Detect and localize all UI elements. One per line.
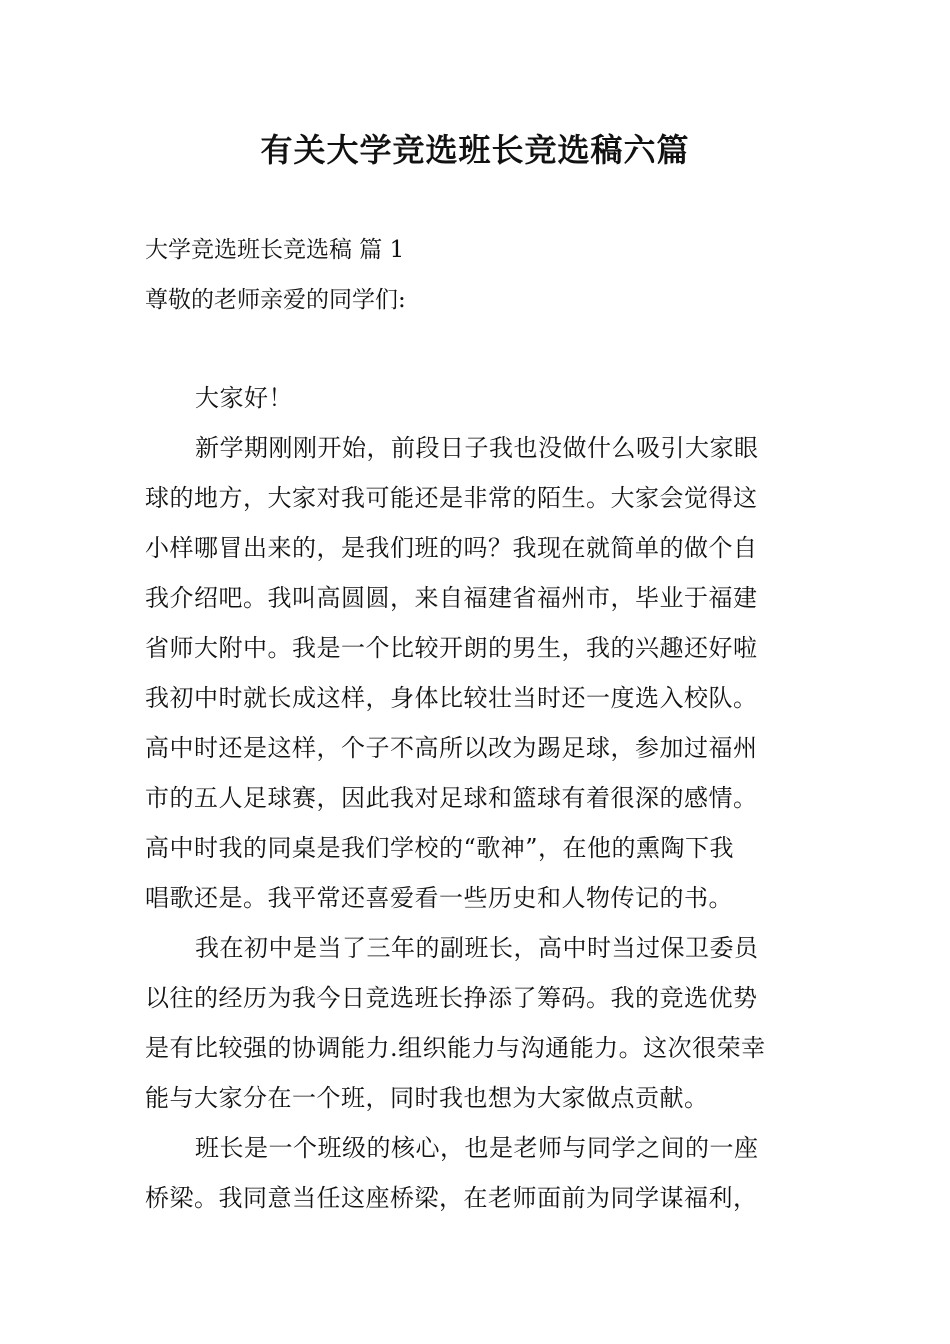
- paragraph-line: 高中时我的同桌是我们学校的“歌神”，在他的熏陶下我: [145, 834, 735, 862]
- paragraph-line: 市的五人足球赛，因此我对足球和篮球有着很深的感情。: [145, 784, 758, 812]
- paragraph-line: 唱歌还是。我平常还喜爱看一些历史和人物传记的书。: [145, 884, 733, 912]
- paragraph-line: 班长是一个班级的核心，也是老师与同学之间的一座: [195, 1134, 759, 1162]
- paragraph-line: 新学期刚刚开始，前段日子我也没做什么吸引大家眼: [195, 434, 759, 462]
- paragraph-line: 是有比较强的协调能力.组织能力与沟通能力。这次很荣幸: [145, 1034, 766, 1062]
- paragraph-line: 我在初中是当了三年的副班长，高中时当过保卫委员: [195, 934, 759, 962]
- document-title: 有关大学竞选班长竞选稿六篇: [260, 131, 690, 169]
- paragraph-line: 省师大附中。我是一个比较开朗的男生，我的兴趣还好啦: [145, 634, 758, 662]
- paragraph-line: 我初中时就长成这样，身体比较壮当时还一度选入校队。: [145, 684, 758, 712]
- paragraph-line: 高中时还是这样，个子不高所以改为踢足球，参加过福州: [145, 734, 758, 762]
- section-heading: 大学竞选班长竞选稿 篇 1: [145, 237, 405, 263]
- greeting-line: 大家好！: [195, 384, 293, 412]
- speech-body: [145, 373, 815, 1223]
- paragraph-line: 我介绍吧。我叫高圆圆，来自福建省福州市，毕业于福建: [145, 584, 758, 612]
- paragraph-line: 球的地方，大家对我可能还是非常的陌生。大家会觉得这: [145, 484, 758, 512]
- paragraph-line: 小样哪冒出来的，是我们班的吗？我现在就简单的做个自: [145, 534, 758, 562]
- paragraph-line: 能与大家分在一个班，同时我也想为大家做点贡献。: [145, 1084, 709, 1112]
- paragraph-line: 桥梁。我同意当任这座桥梁，在老师面前为同学谋福利，: [145, 1184, 758, 1212]
- paragraph-line: 以往的经历为我今日竞选班长挣添了筹码。我的竞选优势: [145, 984, 758, 1012]
- salutation-line: 尊敬的老师亲爱的同学们:: [145, 287, 406, 313]
